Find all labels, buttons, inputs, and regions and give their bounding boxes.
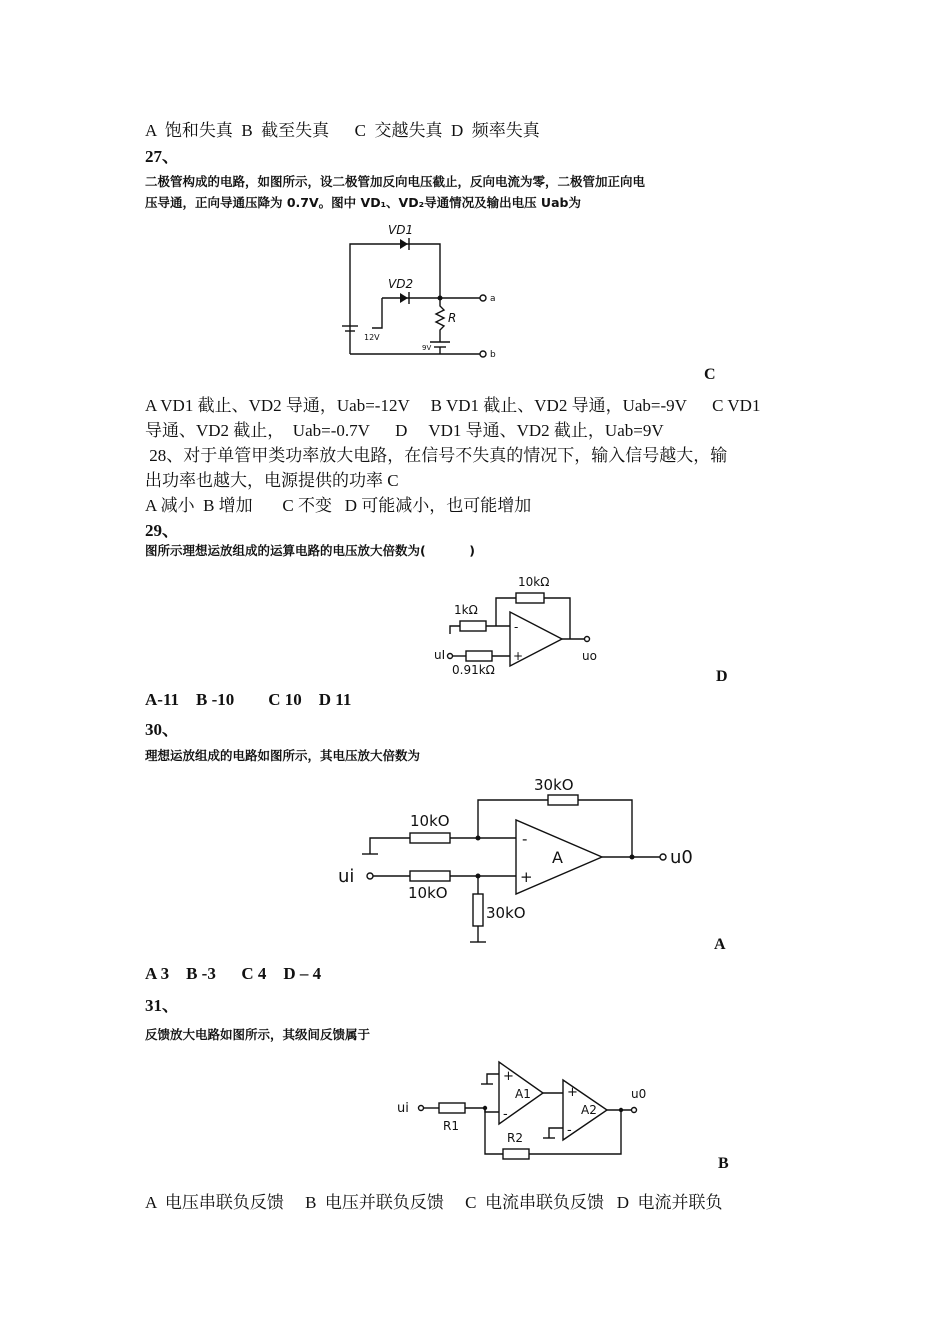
q30-ground-wire: [370, 838, 410, 854]
terminal-b-icon: [480, 351, 486, 357]
q31-ui-label: ui: [397, 1101, 409, 1116]
q30-node-out: [630, 855, 635, 860]
q31-node-out: [619, 1108, 623, 1112]
q29-options: A-11 B -10 C 10 D 11: [145, 690, 352, 709]
battery-9v-icon: [430, 342, 450, 347]
q31-output-terminal-icon: [632, 1108, 637, 1113]
q27-options-line2: 导通、VD2 截止， Uab=-0.7V D VD1 导通、VD2 截止，Uab=9V: [145, 421, 664, 440]
q27-vd2-label: VD2: [388, 277, 414, 291]
q31-r1-label: R1: [443, 1119, 459, 1133]
q27-stem-line1: 二极管构成的电路，如图所示，设二极管加反向电压截止，反向电流为零，二极管加正向电: [145, 174, 646, 189]
vd1-diode-icon: [400, 238, 409, 250]
q28-stem-line2: 出功率也越大，电源提供的功率 C: [145, 471, 399, 490]
q30-uo-label: u0: [670, 847, 693, 868]
q30-answer: A: [714, 936, 726, 953]
q29-stem: 图所示理想运放组成的运算电路的电压放大倍数为( ): [145, 543, 475, 558]
q31-r1-resistor-icon: [439, 1103, 465, 1113]
q27-a-label: a: [490, 294, 496, 304]
q28-options: A 减小 B 增加 C 不变 D 可能减小，也可能增加: [145, 496, 532, 515]
q31-a2-minus: -: [567, 1123, 572, 1138]
q27-options-line1: A VD1 截止、VD2 导通，Uab=-12V B VD1 截止、VD2 导通，Uab=-9V C VD1: [145, 396, 761, 415]
q30-stem: 理想运放组成的电路如图所示，其电压放大倍数为: [145, 748, 421, 763]
q27-answer: C: [704, 366, 716, 383]
q31-feedback-left: [485, 1108, 503, 1154]
q30-feedback-left: [478, 800, 548, 838]
q31-a1-label: A1: [515, 1087, 531, 1101]
q27-stem-line2: 压导通，正向导通压降为 0.7V。图中 VD₁、VD₂导通情况及输出电压 Uab为: [145, 195, 581, 210]
q31-answer: B: [718, 1155, 729, 1172]
q30-number: 30、: [145, 720, 179, 739]
q29-ui-label: uI: [434, 648, 446, 662]
q31-a1-minus: -: [503, 1107, 508, 1122]
q29-uo-label: uo: [582, 649, 597, 663]
q27-diode-circuit-figure: [330, 218, 510, 366]
q27-vd1-label: VD1: [388, 223, 414, 237]
q30-output-terminal-icon: [660, 854, 666, 860]
q31-r1-to-a1: [465, 1108, 499, 1112]
q30-amp-label: A: [552, 848, 563, 867]
q30-r3-resistor-icon: [473, 894, 483, 926]
q31-stem: 反馈放大电路如图所示，其级间反馈属于: [145, 1027, 371, 1042]
q31-uo-label: u0: [631, 1087, 647, 1101]
q29-r2-label: 0.91kΩ: [452, 663, 495, 677]
q31-feedback-amp-figure: [395, 1058, 665, 1168]
q30-differential-amp-figure: [330, 770, 710, 950]
q27-12v-label: 12V: [364, 333, 380, 342]
q30-r1-label: 10kO: [410, 812, 450, 830]
q27-number: 27、: [145, 147, 179, 166]
q30-ui-label: ui: [338, 866, 355, 887]
q27-9v-label: 9V: [422, 344, 432, 352]
q30-minus-sign: -: [522, 830, 528, 848]
q31-a2-plus: +: [567, 1085, 578, 1100]
q30-input-terminal-icon: [367, 873, 373, 879]
q30-r2-label: 10kO: [408, 884, 448, 902]
q29-r2-resistor-icon: [466, 651, 492, 661]
q29-feedback-right: [544, 598, 570, 639]
q29-answer: D: [716, 668, 728, 685]
q28-stem-line1: 28、对于单管甲类功率放大电路，在信号不失真的情况下，输入信号越大，输: [145, 446, 728, 465]
q29-number: 29、: [145, 521, 179, 540]
q30-r3-label: 30kO: [486, 904, 526, 922]
q29-r1-label: 1kΩ: [454, 603, 478, 617]
q27-r-label: R: [448, 311, 457, 325]
q31-a1-ground-wire: [487, 1074, 499, 1084]
q31-a2-label: A2: [581, 1103, 597, 1117]
q31-a1-plus: +: [503, 1069, 514, 1084]
q30-feedback-right: [578, 800, 632, 857]
q30-rf-resistor-icon: [548, 795, 578, 805]
q31-number: 31、: [145, 996, 179, 1015]
q29-input-terminal-icon: [448, 654, 453, 659]
q30-r2-resistor-icon: [410, 871, 450, 881]
q29-r1-resistor-icon: [460, 621, 486, 631]
q31-a2-ground-wire: [549, 1128, 563, 1138]
q27-wire-mid-left: [372, 298, 382, 328]
q31-options: A 电压串联负反馈 B 电压并联负反馈 C 电流串联负反馈 D 电流并联负: [145, 1193, 723, 1212]
q30-rf-label: 30kO: [534, 776, 574, 794]
q30-r1-resistor-icon: [410, 833, 450, 843]
q31-r2-label: R2: [507, 1131, 523, 1145]
q29-feedback-left: [496, 598, 516, 626]
q27-b-label: b: [490, 350, 496, 360]
q30-options: A 3 B -3 C 4 D – 4: [145, 964, 322, 983]
q31-r2-resistor-icon: [503, 1149, 529, 1159]
q29-output-terminal-icon: [585, 637, 590, 642]
resistor-r-icon: [436, 298, 444, 342]
q29-inverting-amp-figure: [430, 570, 610, 680]
q29-ground-wire: [450, 626, 460, 634]
q29-minus-sign: -: [514, 620, 519, 634]
q29-plus-sign: +: [513, 649, 524, 663]
q26-options: A 饱和失真 B 截至失真 C 交越失真 D 频率失真: [145, 121, 540, 140]
terminal-a-icon: [480, 295, 486, 301]
q29-rf-resistor-icon: [516, 593, 544, 603]
q30-plus-sign: +: [520, 868, 533, 886]
q29-rf-label: 10kΩ: [518, 575, 550, 589]
q31-input-terminal-icon: [419, 1106, 424, 1111]
vd2-diode-icon: [400, 292, 409, 304]
